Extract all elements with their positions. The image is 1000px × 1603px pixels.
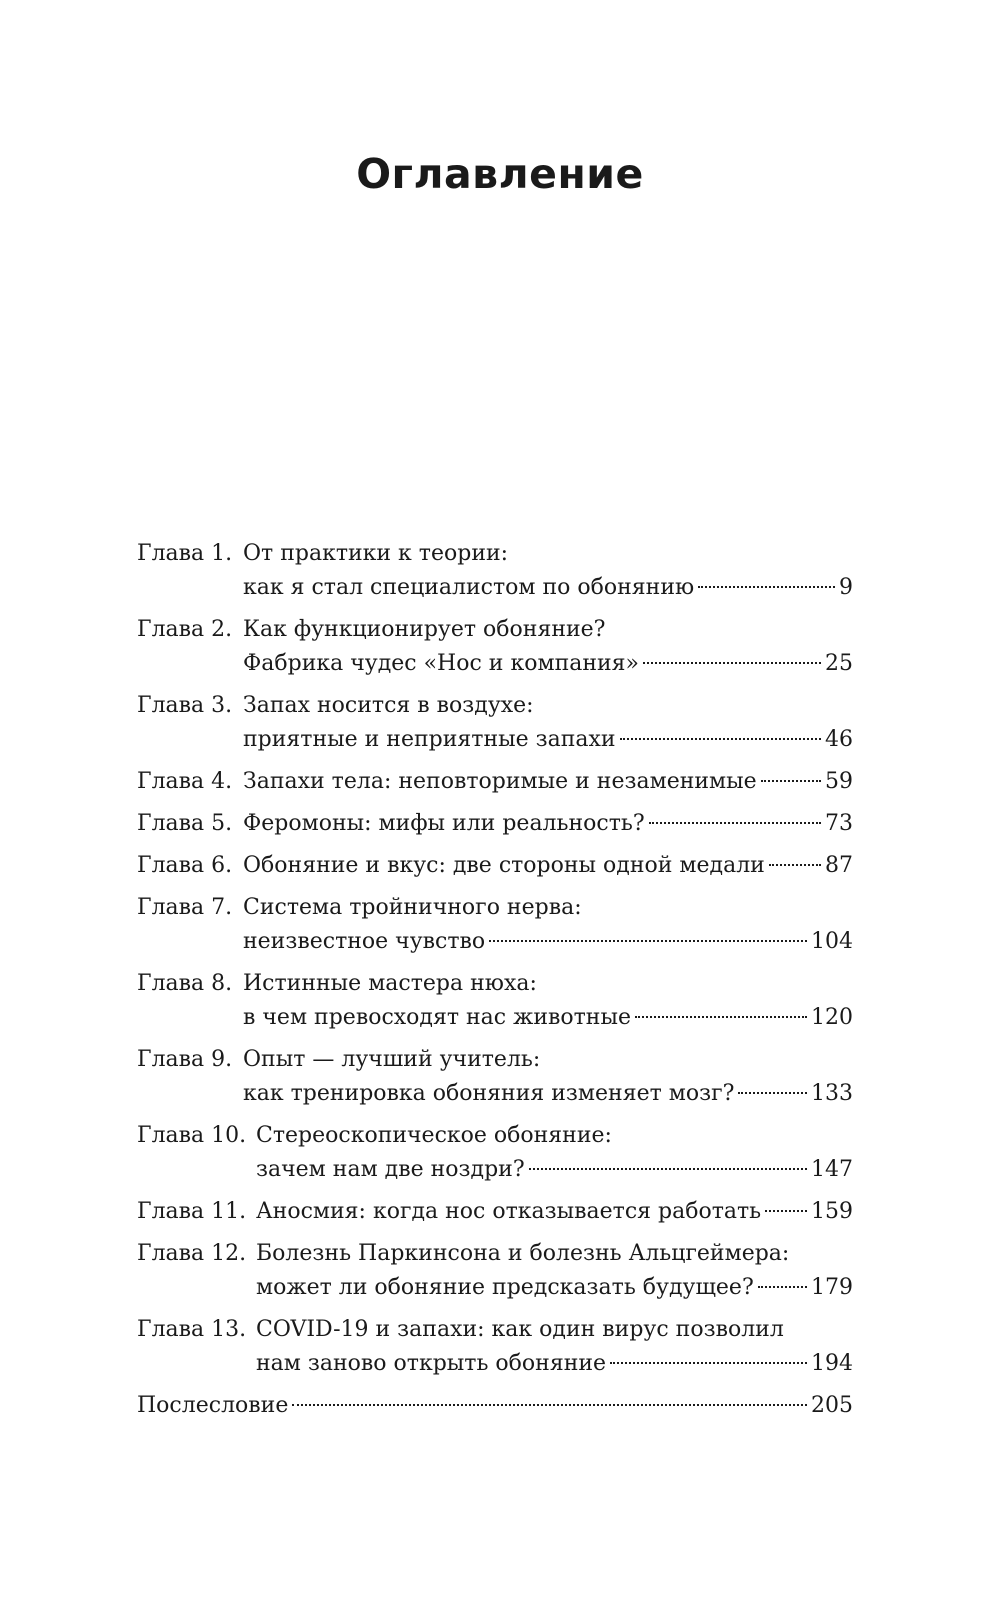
chapter-number: Глава 11.: [137, 1199, 247, 1224]
chapter-number: Глава 8.: [137, 971, 233, 996]
chapter-number: Глава 6.: [137, 853, 233, 878]
toc-entry-ch3[interactable]: [137, 689, 853, 757]
page-number: 159: [811, 1199, 853, 1224]
chapter-title-line: Запахи тела: неповторимые и незаменимые: [243, 769, 757, 794]
dot-leader: [489, 940, 807, 942]
toc-entry-ch8[interactable]: [137, 967, 853, 1035]
chapter-number: Глава 12.: [137, 1241, 247, 1266]
chapter-number: Глава 13.: [137, 1317, 247, 1342]
dot-leader: [738, 1092, 807, 1094]
chapter-number: Глава 5.: [137, 811, 233, 836]
dot-leader: [758, 1286, 807, 1288]
chapter-title-line: как тренировка обоняния изменяет мозг?: [243, 1081, 735, 1106]
chapter-title-line: может ли обоняние предсказать будущее?: [256, 1275, 754, 1300]
chapter-title-line: неизвестное чувство: [243, 929, 486, 954]
dot-leader: [761, 780, 821, 782]
chapter-title-line: Обоняние и вкус: две стороны одной медали: [243, 853, 765, 878]
page-number: 59: [825, 769, 853, 794]
dot-leader: [635, 1016, 807, 1018]
chapter-number: Глава 1.: [137, 541, 233, 566]
page-number: 73: [825, 811, 853, 836]
dot-leader: [769, 864, 821, 866]
toc-entry-ch6[interactable]: [137, 849, 853, 883]
chapter-title-line: зачем нам две ноздри?: [256, 1157, 525, 1182]
toc-entry-ch5[interactable]: [137, 807, 853, 841]
table-of-contents: [137, 537, 853, 1431]
page-number: 25: [825, 651, 853, 676]
chapter-number: Глава 4.: [137, 769, 233, 794]
dot-leader: [698, 586, 835, 588]
toc-entry-ch2[interactable]: [137, 613, 853, 681]
toc-entry-ch9[interactable]: [137, 1043, 853, 1111]
toc-entry-ch4[interactable]: [137, 765, 853, 799]
chapter-title-line: Истинные мастера нюха:: [243, 971, 537, 996]
page-number: 147: [811, 1157, 853, 1182]
dot-leader: [529, 1168, 807, 1170]
chapter-title-line: Болезнь Паркинсона и болезнь Альцгеймера:: [256, 1241, 790, 1266]
page-number: 133: [811, 1081, 853, 1106]
chapter-title-line: в чем превосходят нас животные: [243, 1005, 631, 1030]
chapter-title-line: Стереоскопическое обоняние:: [256, 1123, 612, 1148]
chapter-title-line: Запах носится в воздухе:: [243, 693, 534, 718]
chapter-title-line: Послесловие: [137, 1393, 289, 1418]
dot-leader: [765, 1210, 807, 1212]
dot-leader: [643, 662, 821, 664]
page-number: 9: [839, 575, 853, 600]
page-number: 179: [811, 1275, 853, 1300]
chapter-title-line: нам заново открыть обоняние: [256, 1351, 607, 1376]
chapter-title-line: Аносмия: когда нос отказывается работать: [256, 1199, 762, 1224]
chapter-number: Глава 3.: [137, 693, 233, 718]
page-number: 205: [811, 1393, 853, 1418]
page-number: 120: [811, 1005, 853, 1030]
chapter-title-line: Как функционирует обоняние?: [243, 617, 606, 642]
page-number: 87: [825, 853, 853, 878]
page-title: Оглавление: [356, 150, 644, 198]
dot-leader: [610, 1362, 807, 1364]
page-number: 104: [811, 929, 853, 954]
toc-entry-ch13[interactable]: [137, 1313, 853, 1381]
chapter-number: Глава 9.: [137, 1047, 233, 1072]
toc-entry-ch1[interactable]: [137, 537, 853, 605]
dot-leader: [649, 822, 821, 824]
chapter-title-line: Опыт — лучший учитель:: [243, 1047, 541, 1072]
chapter-title-line: как я стал специалистом по обонянию: [243, 575, 695, 600]
toc-entry-ch12[interactable]: [137, 1237, 853, 1305]
toc-entry-ch7[interactable]: [137, 891, 853, 959]
page-number: 194: [811, 1351, 853, 1376]
dot-leader: [292, 1404, 807, 1406]
chapter-title-line: COVID-19 и запахи: как один вирус позволил: [256, 1317, 784, 1342]
page-number: 46: [825, 727, 853, 752]
toc-entry-ch10[interactable]: [137, 1119, 853, 1187]
toc-entry-ch11[interactable]: [137, 1195, 853, 1229]
dot-leader: [620, 738, 821, 740]
toc-entry-afterword[interactable]: [137, 1389, 853, 1423]
chapter-number: Глава 2.: [137, 617, 233, 642]
chapter-title-line: приятные и неприятные запахи: [243, 727, 616, 752]
chapter-number: Глава 10.: [137, 1123, 247, 1148]
chapter-title-line: Система тройничного нерва:: [243, 895, 582, 920]
chapter-title-line: Феромоны: мифы или реальность?: [243, 811, 645, 836]
chapter-title-line: От практики к теории:: [243, 541, 509, 566]
chapter-title-line: Фабрика чудес «Нос и компания»: [243, 651, 640, 676]
chapter-number: Глава 7.: [137, 895, 233, 920]
